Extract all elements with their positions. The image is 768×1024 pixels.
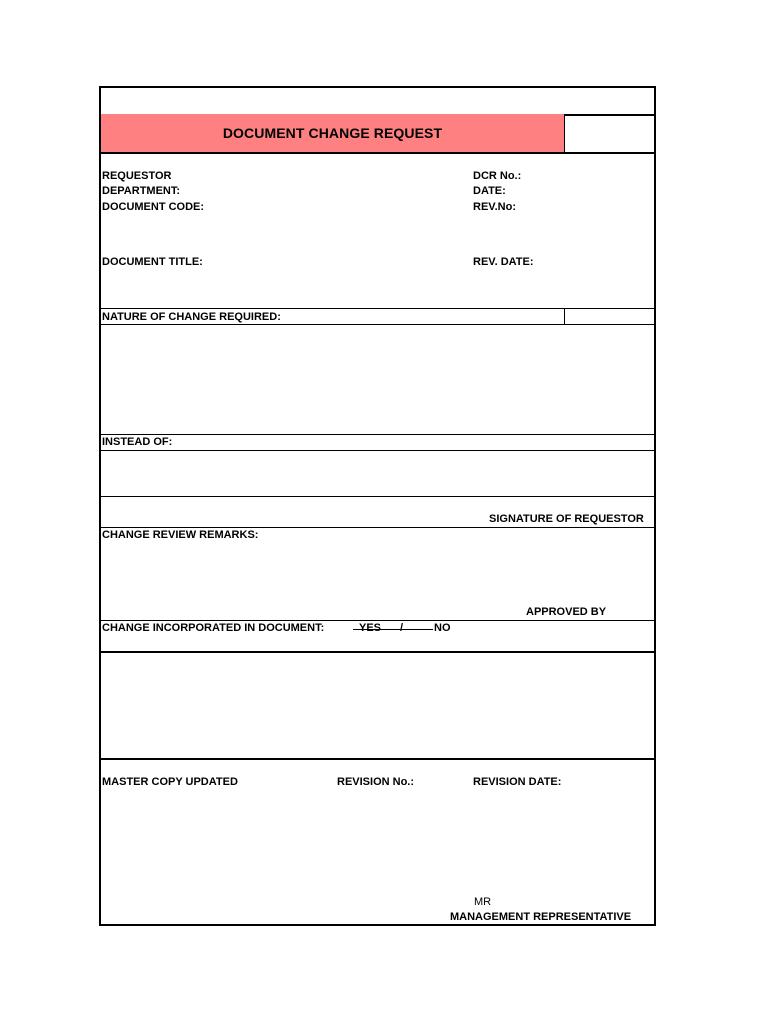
approved-by-label: APPROVED BY xyxy=(526,606,607,618)
instead-bottom-divider xyxy=(101,450,654,451)
instead-of-label: INSTEAD OF: xyxy=(102,436,173,448)
nature-bottom-divider xyxy=(101,324,654,325)
no-option: NO xyxy=(434,622,451,634)
document-code-label: DOCUMENT CODE: xyxy=(102,201,205,213)
revision-date-label: REVISION DATE: xyxy=(473,776,562,788)
instead-top-divider xyxy=(101,434,654,435)
review-top-divider xyxy=(101,527,654,528)
rev-date-label: REV. DATE: xyxy=(473,256,534,268)
yes-option: YES xyxy=(359,622,382,634)
signature-of-requestor-label: SIGNATURE OF REQUESTOR xyxy=(489,513,644,525)
incorporated-top-divider xyxy=(101,620,654,621)
nature-top-divider xyxy=(101,308,654,309)
title-band xyxy=(101,114,564,152)
master-copy-top-divider xyxy=(101,758,654,760)
change-incorporated-label: CHANGE INCORPORATED IN DOCUMENT: xyxy=(102,622,325,634)
header-bottom-divider xyxy=(101,152,654,154)
yes-no-strikethrough xyxy=(353,629,433,630)
form-title: DOCUMENT CHANGE REQUEST xyxy=(222,125,443,141)
document-change-request-form xyxy=(99,86,656,926)
title-right-divider xyxy=(564,114,565,152)
management-representative-label: MANAGEMENT REPRESENTATIVE xyxy=(450,911,632,923)
dcr-no-label: DCR No.: xyxy=(473,170,522,182)
document-title-label: DOCUMENT TITLE: xyxy=(102,256,203,268)
revision-no-label: REVISION No.: xyxy=(337,776,415,788)
rev-no-label: REV.No: xyxy=(473,201,516,213)
mr-label: MR xyxy=(474,896,492,908)
incorporated-bottom-divider xyxy=(101,651,654,653)
date-label: DATE: xyxy=(473,185,506,197)
department-label: DEPARTMENT: xyxy=(102,185,181,197)
change-review-remarks-label: CHANGE REVIEW REMARKS: xyxy=(102,529,259,541)
nature-right-divider xyxy=(564,308,565,324)
requestor-label: REQUESTOR xyxy=(102,170,172,182)
signature-top-divider xyxy=(101,496,654,497)
yes-no-separator: / xyxy=(400,622,404,634)
nature-of-change-label: NATURE OF CHANGE REQUIRED: xyxy=(102,311,281,323)
master-copy-updated-label: MASTER COPY UPDATED xyxy=(102,776,238,788)
